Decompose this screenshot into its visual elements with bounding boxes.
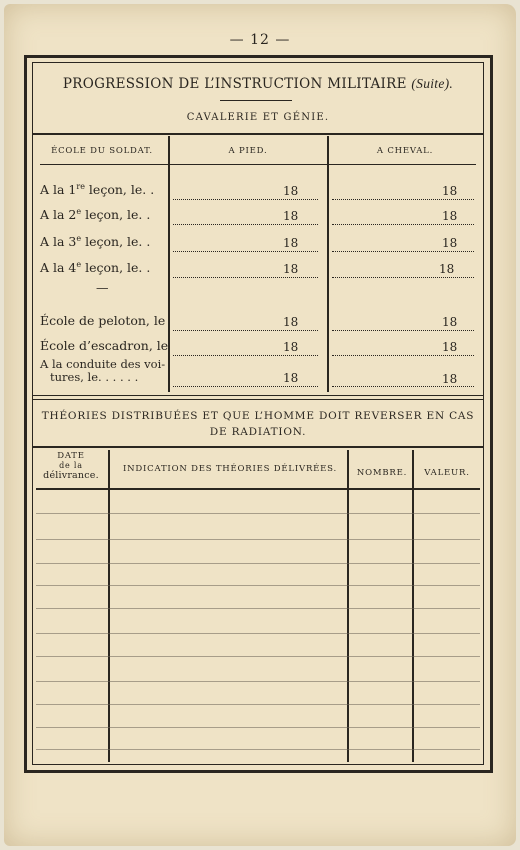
theories-col-divider-3 (412, 450, 414, 762)
value-a-cheval-4: 18 (439, 262, 455, 276)
entry-line-a-cheval-3 (332, 251, 474, 252)
value-a-pied-7: 18 (283, 371, 299, 385)
row-label-lecon-2: A la 2e leçon, le. . (40, 207, 151, 223)
ruled-line (36, 585, 480, 586)
ruled-line (36, 633, 480, 634)
section-subtitle: CAVALERIE ET GÉNIE. (186, 112, 330, 123)
ruled-line (36, 727, 480, 728)
table1-header-rule (40, 164, 476, 165)
value-a-cheval-6: 18 (442, 340, 458, 354)
theories-heading: THÉORIES DISTRIBUÉES ET QUE L’HOMME DOIT REVERSER EN CAS DE RADIATION. (41, 410, 475, 438)
header-nombre: NOMBRE. (356, 468, 408, 478)
value-a-pied-2: 18 (283, 209, 299, 223)
entry-line-a-cheval-1 (332, 199, 474, 200)
row-label-escadron: École d’escadron, le (40, 338, 169, 353)
table1-top-rule (32, 133, 484, 135)
ruled-line (36, 704, 480, 705)
value-a-cheval-1: 18 (442, 184, 458, 198)
title-text: PROGRESSION DE L’INSTRUCTION MILITAIRE (62, 76, 407, 92)
entry-line-a-cheval-2 (332, 224, 474, 225)
value-a-pied-3: 18 (283, 236, 299, 250)
ruled-line (36, 656, 480, 657)
theories-col-divider-1 (108, 450, 110, 762)
section-divider-1 (32, 395, 484, 396)
value-a-cheval-5: 18 (442, 315, 458, 329)
row-label-lecon-1: A la 1re leçon, le. . (40, 182, 155, 198)
header-indication: INDICATION DES THÉORIES DÉLIVRÉES. (123, 464, 337, 474)
entry-line-a-pied-4 (173, 277, 318, 278)
page-number: — 12 — (229, 32, 291, 48)
ruled-line (36, 539, 480, 540)
value-a-pied-4: 18 (283, 262, 299, 276)
row-label-lecon-4: A la 4e leçon, le. . (40, 260, 151, 276)
entry-line-a-pied-2 (173, 224, 318, 225)
value-a-pied-5: 18 (283, 315, 299, 329)
value-a-cheval-2: 18 (442, 209, 458, 223)
table1-col-divider-2 (327, 136, 329, 392)
entry-line-a-pied-1 (173, 199, 318, 200)
ruled-line (36, 749, 480, 750)
title-suffix: (Suite). (411, 76, 454, 91)
entry-line-a-pied-5 (173, 330, 318, 331)
header-date: DATE de la délivrance. (43, 451, 99, 481)
entry-line-a-cheval-7 (332, 386, 474, 387)
row-label-lecon-3: A la 3e leçon, le. . (40, 234, 151, 250)
ruled-line (36, 563, 480, 564)
theories-top-rule (32, 446, 484, 448)
row-label-conduite: A la conduite des voi- tures, le. . . . . . (40, 357, 166, 384)
header-a-cheval: A CHEVAL. (376, 146, 434, 156)
title-rule (220, 100, 292, 101)
ruled-line (36, 681, 480, 682)
value-a-cheval-7: 18 (442, 372, 458, 386)
entry-line-a-cheval-5 (332, 330, 474, 331)
row-separator-dash: — (96, 280, 109, 295)
theories-col-divider-2 (347, 450, 349, 762)
value-a-pied-1: 18 (283, 184, 299, 198)
ruled-line (36, 513, 480, 514)
row-label-peloton: École de peloton, le (40, 313, 166, 328)
entry-line-a-cheval-4 (332, 277, 474, 278)
page-title (32, 76, 484, 92)
entry-line-a-pied-3 (173, 251, 318, 252)
entry-line-a-pied-7 (173, 386, 318, 387)
value-a-pied-6: 18 (283, 340, 299, 354)
table1-col-divider-1 (168, 136, 170, 392)
header-valeur: VALEUR. (424, 468, 470, 478)
header-ecole-du-soldat: ÉCOLE DU SOLDAT. (51, 146, 153, 156)
entry-line-a-pied-6 (173, 355, 318, 356)
ruled-line (36, 608, 480, 609)
value-a-cheval-3: 18 (442, 236, 458, 250)
entry-line-a-cheval-6 (332, 355, 474, 356)
section-divider-2 (32, 399, 484, 400)
header-a-pied: A PIED. (228, 146, 268, 156)
